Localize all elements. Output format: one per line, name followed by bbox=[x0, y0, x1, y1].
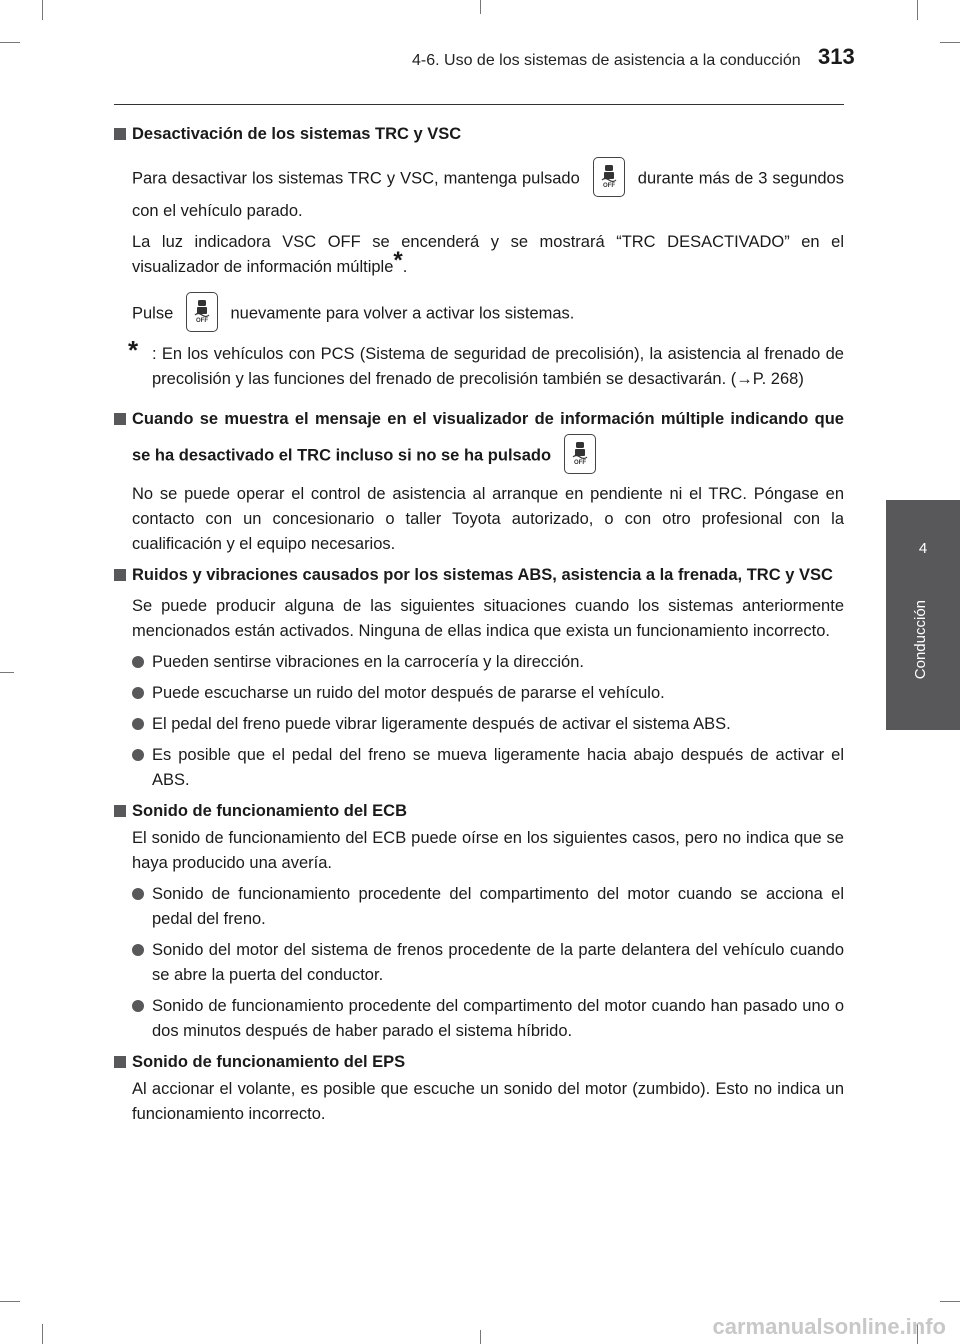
chapter-label: Conducción bbox=[912, 600, 929, 680]
footnote-mark: * bbox=[393, 247, 403, 274]
paragraph-text: nuevamente para volver a activar los sistemas. bbox=[230, 304, 575, 323]
round-bullet-icon bbox=[132, 687, 144, 699]
list-item bbox=[114, 994, 844, 1044]
list-item-text: Puede escucharse un ruido del motor después de pararse el vehículo. bbox=[152, 684, 665, 702]
square-bullet-icon bbox=[114, 128, 126, 140]
paragraph bbox=[114, 159, 844, 224]
footnote-text: : En los vehículos con PCS (Sistema de seguridad de precolisión), la asistencia al frenado de precolisión y las funciones del frenado de precolisión también se desactivarán. (→P. 268) bbox=[152, 345, 844, 388]
vsc-off-button-icon bbox=[186, 292, 218, 332]
heading-text: Sonido de funcionamiento del EPS bbox=[132, 1053, 406, 1071]
paragraph-text: durante más de 3 segundos con el vehículo parado. bbox=[132, 169, 844, 220]
round-bullet-icon bbox=[132, 656, 144, 668]
chapter-number: 4 bbox=[918, 540, 928, 557]
paragraph: Al accionar el volante, es posible que escuche un sonido del motor (zumbido). Esto no indica un funcionamiento incorrecto. bbox=[132, 1080, 844, 1123]
page-number: 313 bbox=[818, 44, 855, 69]
svg-text:OFF: OFF bbox=[573, 460, 586, 465]
crop-mark bbox=[480, 1330, 481, 1344]
crop-mark bbox=[917, 0, 918, 20]
list-item bbox=[114, 938, 844, 988]
paragraph: El sonido de funcionamiento del ECB puede oírse en los siguientes casos, pero no indica que se haya producido una avería. bbox=[132, 829, 844, 872]
paragraph-text: . bbox=[402, 258, 408, 276]
paragraph: No se puede operar el control de asistencia al arranque en pendiente ni el TRC. Póngase en contacto con un concesionario o taller Toyota autorizado, o con otro profesional con la cualificación y el equipo necesarios. bbox=[132, 485, 844, 553]
section-heading bbox=[114, 122, 844, 147]
vsc-off-button-icon bbox=[593, 157, 625, 197]
round-bullet-icon bbox=[132, 1000, 144, 1012]
footnote-mark: * bbox=[128, 335, 139, 365]
svg-text:OFF: OFF bbox=[195, 318, 208, 323]
crop-mark bbox=[42, 0, 43, 20]
list-item bbox=[114, 650, 844, 675]
footnote bbox=[114, 335, 844, 392]
crop-mark bbox=[0, 672, 14, 673]
round-bullet-icon bbox=[132, 718, 144, 730]
list-item-text: El pedal del freno puede vibrar ligeramente después de activar el sistema ABS. bbox=[152, 715, 731, 733]
vsc-off-button-icon bbox=[564, 434, 596, 474]
list-item bbox=[114, 712, 844, 737]
svg-text:OFF: OFF bbox=[602, 183, 615, 188]
crop-mark bbox=[940, 42, 960, 43]
watermark: carmanualsonline.info bbox=[712, 1314, 946, 1339]
heading-text: Ruidos y vibraciones causados por los sistemas ABS, asistencia a la frenada, TRC y VSC bbox=[132, 566, 833, 584]
header-rule bbox=[114, 104, 844, 105]
crop-mark bbox=[0, 42, 20, 43]
paragraph: Se puede producir alguna de las siguientes situaciones cuando los sistemas anteriormente mencionados están activados. Ninguna de ellas indica que exista un funcionamiento incorrecto. bbox=[132, 597, 844, 640]
list-item-text: Sonido del motor del sistema de frenos procedente de la parte delantera del vehículo cuando se abre la puerta del conductor. bbox=[152, 941, 844, 984]
heading-text: Sonido de funcionamiento del ECB bbox=[132, 802, 408, 820]
section-heading bbox=[114, 799, 844, 824]
square-bullet-icon bbox=[114, 1056, 126, 1068]
section-title: 4-6. Uso de los sistemas de asistencia a la conducción bbox=[412, 52, 801, 69]
square-bullet-icon bbox=[114, 569, 126, 581]
crop-mark bbox=[42, 1324, 43, 1344]
round-bullet-icon bbox=[132, 749, 144, 761]
round-bullet-icon bbox=[132, 944, 144, 956]
paragraph-text: Para desactivar los sistemas TRC y VSC, mantenga pulsado bbox=[132, 169, 580, 188]
paragraph bbox=[114, 294, 844, 334]
list-item bbox=[114, 882, 844, 932]
list-item-text: Sonido de funcionamiento procedente del compartimento del motor cuando han pasado uno o dos minutos después de haber parado el sistema híbrido. bbox=[152, 997, 844, 1040]
square-bullet-icon bbox=[114, 805, 126, 817]
heading-text: Cuando se muestra el mensaje en el visualizador de información múltiple indicando que se ha desactivado el TRC incluso si no se ha pulsado bbox=[132, 410, 844, 465]
list-item-text: Sonido de funcionamiento procedente del compartimento del motor cuando se acciona el pedal del freno. bbox=[152, 885, 844, 928]
paragraph bbox=[114, 230, 844, 280]
square-bullet-icon bbox=[114, 413, 126, 425]
section-heading bbox=[114, 1050, 844, 1075]
paragraph-text: La luz indicadora VSC OFF se encenderá y se mostrará “TRC DESACTIVADO” en el visualizador de información múltiple bbox=[132, 233, 844, 276]
list-item bbox=[114, 681, 844, 706]
list-item-text: Es posible que el pedal del freno se mueva ligeramente hacia abajo después de activar el ABS. bbox=[152, 746, 844, 789]
paragraph-text: Pulse bbox=[132, 304, 174, 323]
section-heading bbox=[114, 402, 844, 476]
heading-text: Desactivación de los sistemas TRC y VSC bbox=[132, 125, 462, 143]
crop-mark bbox=[940, 1301, 960, 1302]
page-content bbox=[114, 116, 844, 1127]
section-heading bbox=[114, 563, 844, 588]
list-item-text: Pueden sentirse vibraciones en la carrocería y la dirección. bbox=[152, 653, 584, 671]
list-item bbox=[114, 743, 844, 793]
chapter-tab bbox=[886, 500, 960, 730]
round-bullet-icon bbox=[132, 888, 144, 900]
crop-mark bbox=[0, 1301, 20, 1302]
crop-mark bbox=[480, 0, 481, 14]
